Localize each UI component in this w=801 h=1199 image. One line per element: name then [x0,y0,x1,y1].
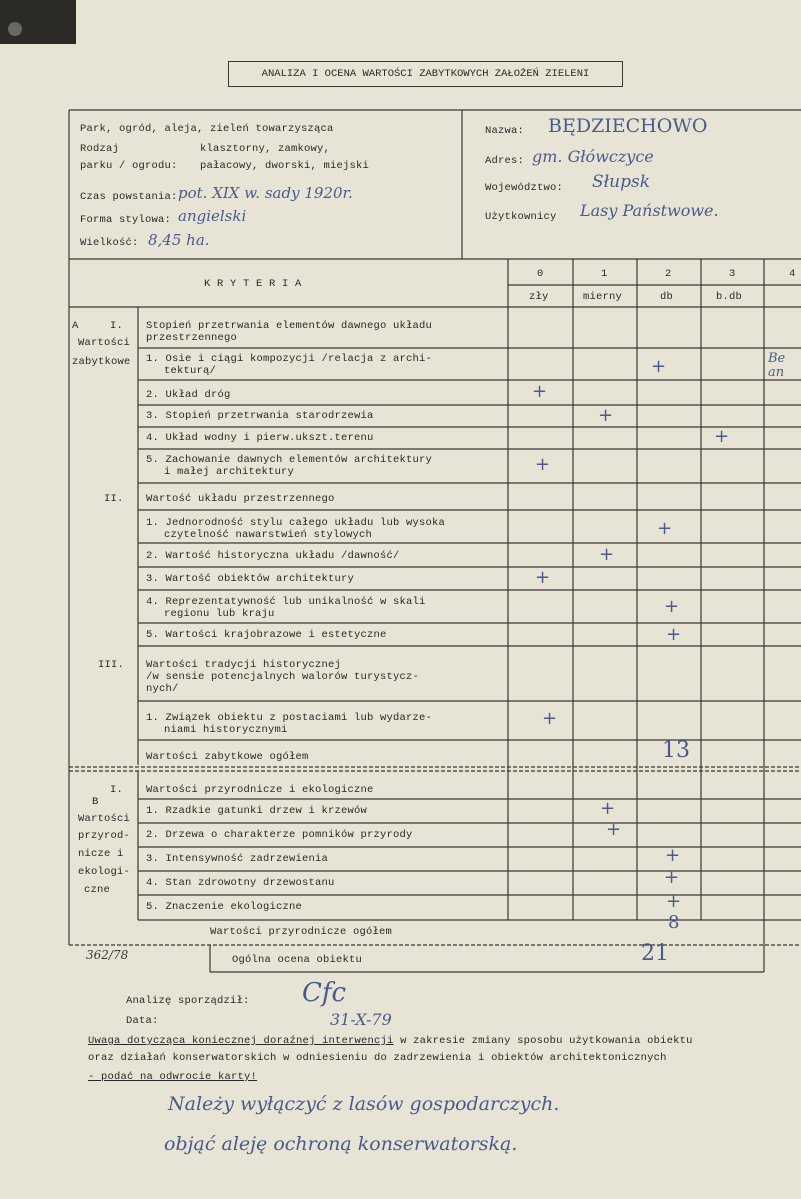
margin-note: Be an [768,351,786,380]
analiza-label: Analizę sporządził: [126,995,250,1007]
mark-a2-2: + [599,544,615,565]
section-b-label5: ekologi- [78,866,131,878]
forma-label: Forma stylowa: [80,214,172,226]
reference-number: 362/78 [86,948,129,962]
a-group3-title-3: nych/ [146,683,179,695]
nazwa-label: Nazwa: [485,125,525,137]
a2-item-4-line1: 4. Reprezentatywność lub unikalność w skali [146,596,426,608]
czas-value: pot. XIX w. sady 1920r. [178,184,353,202]
a-total-label: Wartości zabytkowe ogółem [146,751,309,763]
a2-item-1-line1: 1. Jednorodność stylu całego układu lub wysoka [146,517,446,529]
section-a-label3: zabytkowe [72,356,131,368]
a1-item-3: 3. Stopień przetrwania starodrzewia [146,410,374,422]
mark-b-4: + [664,867,680,888]
a-group1-title-2: przestrzennego [146,332,238,344]
a2-item-2: 2. Wartość historyczna układu /dawność/ [146,550,400,562]
forma-value: angielski [178,207,247,225]
wielkosc-label: Wielkość: [80,237,139,249]
mark-a1-1: + [651,356,667,377]
overall-value: 21 [641,941,669,966]
section-b-group1-num: I. [110,784,124,796]
a1-item-4: 4. Układ wodny i pierw.ukszt.terenu [146,432,374,444]
mark-a2-1: + [657,518,673,539]
a2-item-4-line2: regionu lub kraju [164,608,275,620]
parku-label: parku / ogrodu: [80,160,178,172]
b-item-3: 3. Intensywność zadrzewienia [146,853,329,865]
rodzaj-options-2: pałacowy, dworski, miejski [200,160,370,172]
wojewodztwo-label: Województwo: [485,182,564,194]
a-group3-title-1: Wartości tradycji historycznej [146,659,342,671]
a1-item-2: 2. Układ dróg [146,389,231,401]
b-group1-title: Wartości przyrodnicze i ekologiczne [146,784,374,796]
mark-b-3: + [665,845,681,866]
handwritten-note-1: Należy wyłączyć z lasów gospodarczych. [168,1093,560,1115]
section-a-group3-num: III. [98,659,125,671]
a3-item-1-line2: niami historycznymi [164,724,288,736]
overall-label: Ogólna ocena obiektu [232,954,363,966]
a1-item-5-line1: 5. Zachowanie dawnych elementów architektury [146,454,433,466]
uwaga-line-1-underlined: Uwaga dotycząca koniecznej doraźnej interwencji [88,1035,394,1047]
a3-item-1-line1: 1. Związek obiektu z postaciami lub wydarze- [146,712,433,724]
mark-a1-4: + [714,426,730,447]
section-a-label2: Wartości [78,337,131,349]
uwaga-line-1 [88,1035,693,1047]
a-group1-title-1: Stopień przetrwania elementów dawnego układu [146,320,433,332]
b-item-2: 2. Drzewa o charakterze pomników przyrody [146,829,413,841]
score-3: 3 [729,268,736,280]
mark-b-5: + [666,891,682,912]
b-item-1: 1. Rzadkie gatunki drzew i krzewów [146,805,368,817]
section-a-group2-num: II. [104,493,124,505]
uwaga-line-3: - podać na odwrocie karty! [88,1071,258,1083]
section-a-group1-num: I. [110,320,124,332]
a2-item-1-line2: czytelność nawarstwień stylowych [164,529,373,541]
rodzaj-label: Rodzaj [80,143,120,155]
handwritten-note-2: objąć aleję ochroną konserwatorską. [164,1133,518,1155]
section-b-label2: Wartości [78,813,131,825]
mark-a2-3: + [535,567,551,588]
rodzaj-options-1: klasztorny, zamkowy, [200,143,331,155]
a1-item-5-line2: i małej architektury [164,466,295,478]
section-b-letter: B [92,796,99,808]
b-total-value: 8 [668,912,680,933]
uzytkownicy-label: Użytkownicy [485,211,557,223]
analiza-signature: Cfc [302,978,347,1008]
score-2: 2 [665,268,672,280]
score-name-3: b.db [716,291,743,303]
uwaga-line-1-rest: w zakresie zmiany sposobu użytkowania obiektu [393,1035,693,1047]
mark-b-2: + [606,819,622,840]
a2-item-5: 5. Wartości krajobrazowe i estetyczne [146,629,387,641]
b-item-5: 5. Znaczenie ekologiczne [146,901,303,913]
b-item-4: 4. Stan zdrowotny drzewostanu [146,877,335,889]
a1-item-1-line2: tekturą/ [164,365,217,377]
a-total-value: 13 [662,738,690,763]
score-name-1: mierny [583,291,623,303]
wielkosc-value: 8,45 ha. [148,231,210,249]
object-type-line: Park, ogród, aleja, zieleń towarzysząca [80,123,334,135]
nazwa-value: BĘDZIECHOWO [548,115,708,137]
adres-value: gm. Główczyce [532,147,654,166]
score-0: 0 [537,268,544,280]
kryteria-label: K R Y T E R I A [204,278,302,290]
uwaga-line-2: oraz działań konserwatorskich w odniesieniu do zadrzewienia i obiektów architektonicznych [88,1052,667,1064]
score-1: 1 [601,268,608,280]
mark-a2-4: + [664,596,680,617]
b-total-label: Wartości przyrodnicze ogółem [210,926,393,938]
section-a-letter: A [72,320,79,332]
a1-item-1-line1: 1. Osie i ciągi kompozycji /relacja z archi- [146,353,433,365]
score-name-2: db [660,291,674,303]
mark-a1-5: + [535,454,551,475]
mark-a1-2: + [532,381,548,402]
mark-a2-5: + [666,624,682,645]
section-b-label3: przyrod- [78,830,131,842]
a-group3-title-2: /w sensie potencjalnych walorów turystycz- [146,671,420,683]
wojewodztwo-value: Słupsk [592,172,651,192]
mark-a3-1: + [542,708,558,729]
mark-a1-3: + [598,405,614,426]
czas-label: Czas powstania: [80,191,178,203]
a-group2-title: Wartość układu przestrzennego [146,493,335,505]
document-title: ANALIZA I OCENA WARTOŚCI ZABYTKOWYCH ZAŁOŻEŃ ZIELENI [261,68,590,80]
section-b-label4: nicze i [78,848,124,860]
adres-label: Adres: [485,155,525,167]
score-name-0: zły [529,291,549,303]
mark-b-1: + [600,798,616,819]
a2-item-3: 3. Wartość obiektów architektury [146,573,355,585]
uzytkownicy-value: Lasy Państwowe. [580,201,719,220]
section-b-label6: czne [84,884,111,896]
data-value: 31-X-79 [330,1010,392,1029]
score-4: 4 [789,268,796,280]
data-label: Data: [126,1015,159,1027]
